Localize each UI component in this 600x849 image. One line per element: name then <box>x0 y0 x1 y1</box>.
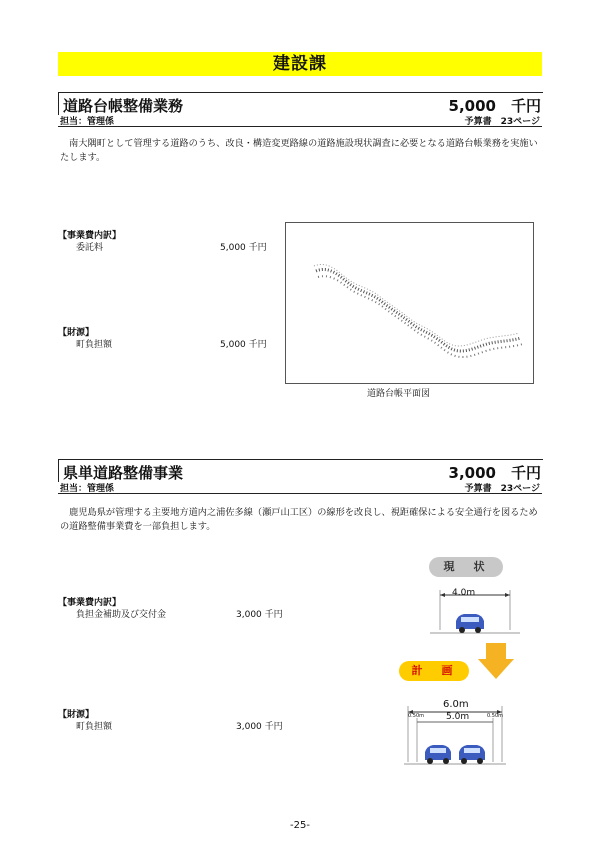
cost-item-amount: 3,000 千円 <box>236 610 283 620</box>
cost-item-name: 委託料 <box>76 243 104 253</box>
funding-label: 【財源】 <box>58 328 95 338</box>
section-description: 南大隅町として管理する道路のうち、改良・構造変更路線の道路施設現状調査に必要となる道路台帳業務を実施いたします。 <box>60 138 538 163</box>
plan-lane-width-label: 5.0m <box>446 712 470 722</box>
responsible-label: 担当：管理係 <box>60 117 115 127</box>
current-width-label: 4.0m <box>452 588 476 598</box>
cost-item-name: 負担金補助及び交付金 <box>76 610 167 620</box>
budget-reference: 予算書 23ページ <box>464 117 540 127</box>
current-state-label: 現 状 <box>429 557 503 577</box>
section-header-2 <box>58 459 543 482</box>
department-title: 建設課 <box>273 54 327 74</box>
funding-item-amount: 5,000 千円 <box>220 340 267 350</box>
plan-shoulder-left-label: 0.50m <box>408 713 425 719</box>
cost-breakdown-label: 【事業費内訳】 <box>58 231 122 241</box>
road-route-drawing <box>286 223 533 383</box>
down-arrow-icon <box>476 641 516 681</box>
funding-label: 【財源】 <box>58 710 95 720</box>
section-title: 道路台帳整備業務 <box>63 97 184 115</box>
figure-caption: 道路台帳平面図 <box>367 389 431 399</box>
responsible-label: 担当：管理係 <box>60 484 115 494</box>
page-number: -25- <box>290 820 310 831</box>
funding-item-name: 町負担額 <box>76 722 113 732</box>
section-subline-1 <box>58 114 542 127</box>
car-icon <box>459 745 485 764</box>
cost-item-amount: 5,000 千円 <box>220 243 267 253</box>
plan-label: 計 画 <box>399 661 469 681</box>
car-icon <box>456 614 484 633</box>
funding-item-name: 町負担額 <box>76 340 113 350</box>
section-title: 県単道路整備事業 <box>63 464 184 482</box>
road-ledger-plan-map <box>285 222 534 384</box>
section-subline-2 <box>58 481 542 494</box>
car-icon <box>425 745 451 764</box>
department-banner <box>58 52 542 76</box>
funding-item-amount: 3,000 千円 <box>236 722 283 732</box>
cost-breakdown-label: 【事業費内訳】 <box>58 598 122 608</box>
budget-reference: 予算書 23ページ <box>464 484 540 494</box>
section-description: 鹿児島県が管理する主要地方道内之浦佐多線（瀬戸山工区）の線形を改良し、視距確保による安全通行を図るための道路整備事業費を一部負担します。 <box>60 507 538 532</box>
plan-shoulder-right-label: 0.50m <box>487 713 504 719</box>
section-header-1 <box>58 92 543 115</box>
plan-total-width-label: 6.0m <box>443 699 469 710</box>
section-amount: 5,000 千円 <box>448 97 541 115</box>
section-amount: 3,000 千円 <box>448 464 541 482</box>
